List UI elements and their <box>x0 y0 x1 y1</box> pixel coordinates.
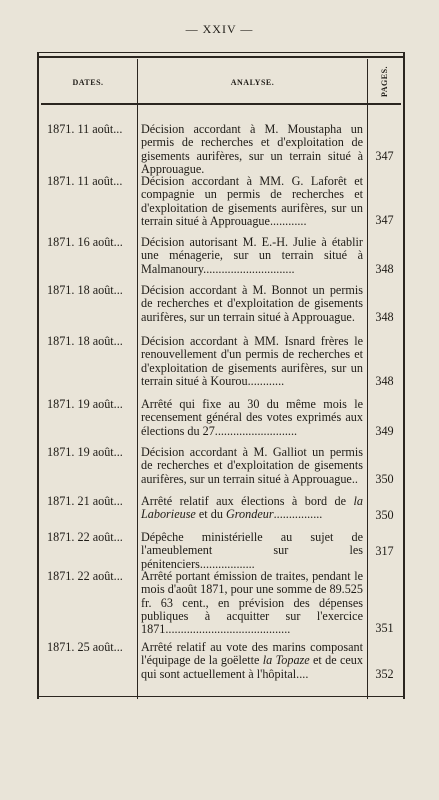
row-text: Décision accordant à M. Moustapha un permis de recherches et d'exploitation de gisements aurifères, sur un terrain situé à Approuague. <box>141 122 363 176</box>
row-date: 1871. 22 août... <box>47 569 123 583</box>
row-date: 1871. 18 août... <box>47 283 123 297</box>
row-page: 348 <box>375 262 394 276</box>
row-text <box>141 495 363 522</box>
row-page: 350 <box>375 472 394 486</box>
row-text: Décision accordant à MM. G. Laforêt et compagnie un permis de recherches et d'exploitation de gisements aurifères, sur un terrain situé à Approuague............ <box>141 174 363 228</box>
row-text-part: et du <box>195 507 226 522</box>
header-rule <box>41 103 401 105</box>
row-page: 350 <box>375 508 394 522</box>
row-text: Décision autorisant M. E.-H. Julie à établir une ménagerie, sur un terrain situé à Malmanoury.............................. <box>141 235 363 276</box>
row-text: Décision accordant à M. Bonnot un permis de recherches et d'exploitation de gisements aurifères, sur un terrain situé à Approuague. <box>141 283 363 324</box>
row-text <box>141 641 363 681</box>
header-pages-label: PAGES. <box>379 65 389 97</box>
row-page: 348 <box>375 310 394 324</box>
row-page: 348 <box>375 374 394 388</box>
row-date: 1871. 16 août... <box>47 235 123 249</box>
column-rule-dates <box>137 59 138 699</box>
row-text: Dépêche ministérielle au sujet de l'ameublement sur les pénitenciers.................. <box>141 530 363 571</box>
row-date: 1871. 11 août... <box>47 122 123 136</box>
row-text-part: ................ <box>273 507 323 522</box>
row-date: 1871. 11 août... <box>47 174 123 188</box>
row-page: 347 <box>375 149 394 163</box>
row-text: Décision accordant à M. Galliot un permis de recherches et d'exploitation de gisements aurifères, sur un terrain situé à Approuague.. <box>141 445 363 486</box>
row-date: 1871. 22 août... <box>47 530 123 544</box>
page-folio: — XXIV — <box>185 22 254 36</box>
header-analyse: ANALYSE. <box>230 78 275 87</box>
row-page: 349 <box>375 424 394 438</box>
header-pages <box>368 61 401 101</box>
table-frame <box>37 52 405 699</box>
row-page: 351 <box>375 621 394 635</box>
row-text-part: Arrêté relatif au vote des marins composant l'équipage de la goëlette <box>141 640 363 668</box>
footer-rule <box>39 696 403 697</box>
row-date: 1871. 25 août... <box>47 640 123 654</box>
row-text: Arrêté qui fixe au 30 du même mois le recensement général des votes exprimés aux élections du 27........................... <box>141 397 363 438</box>
row-date: 1871. 18 août... <box>47 334 123 348</box>
header-dates: DATES. <box>72 78 104 87</box>
ship-name: la Topaze <box>262 653 310 668</box>
row-date: 1871. 21 août... <box>47 494 123 508</box>
row-text: Arrêté portant émission de traites, pendant le mois d'août 1871, pour une somme de 89.525 fr. 63 cent., en prévision des dépenses publiques à acquitter sur l'exercice 1871......................................... <box>141 569 363 637</box>
ship-name: la Laborieuse <box>141 494 363 522</box>
row-page: 352 <box>375 667 394 681</box>
ship-name: Grondeur <box>225 507 274 522</box>
row-date: 1871. 19 août... <box>47 445 123 459</box>
row-text: Décision accordant à MM. Isnard frères le renouvellement d'un permis de recherches et d'exploitation de gisements aurifères, sur un terrain situé à Kourou............ <box>141 334 363 388</box>
row-text-part: Arrêté relatif aux élections à bord de <box>141 494 354 508</box>
row-page: 347 <box>375 213 394 227</box>
row-text-part: et de ceux qui sont actuellement à l'hôpital.... <box>141 653 363 681</box>
row-date: 1871. 19 août... <box>47 397 123 411</box>
row-page: 317 <box>375 544 394 558</box>
